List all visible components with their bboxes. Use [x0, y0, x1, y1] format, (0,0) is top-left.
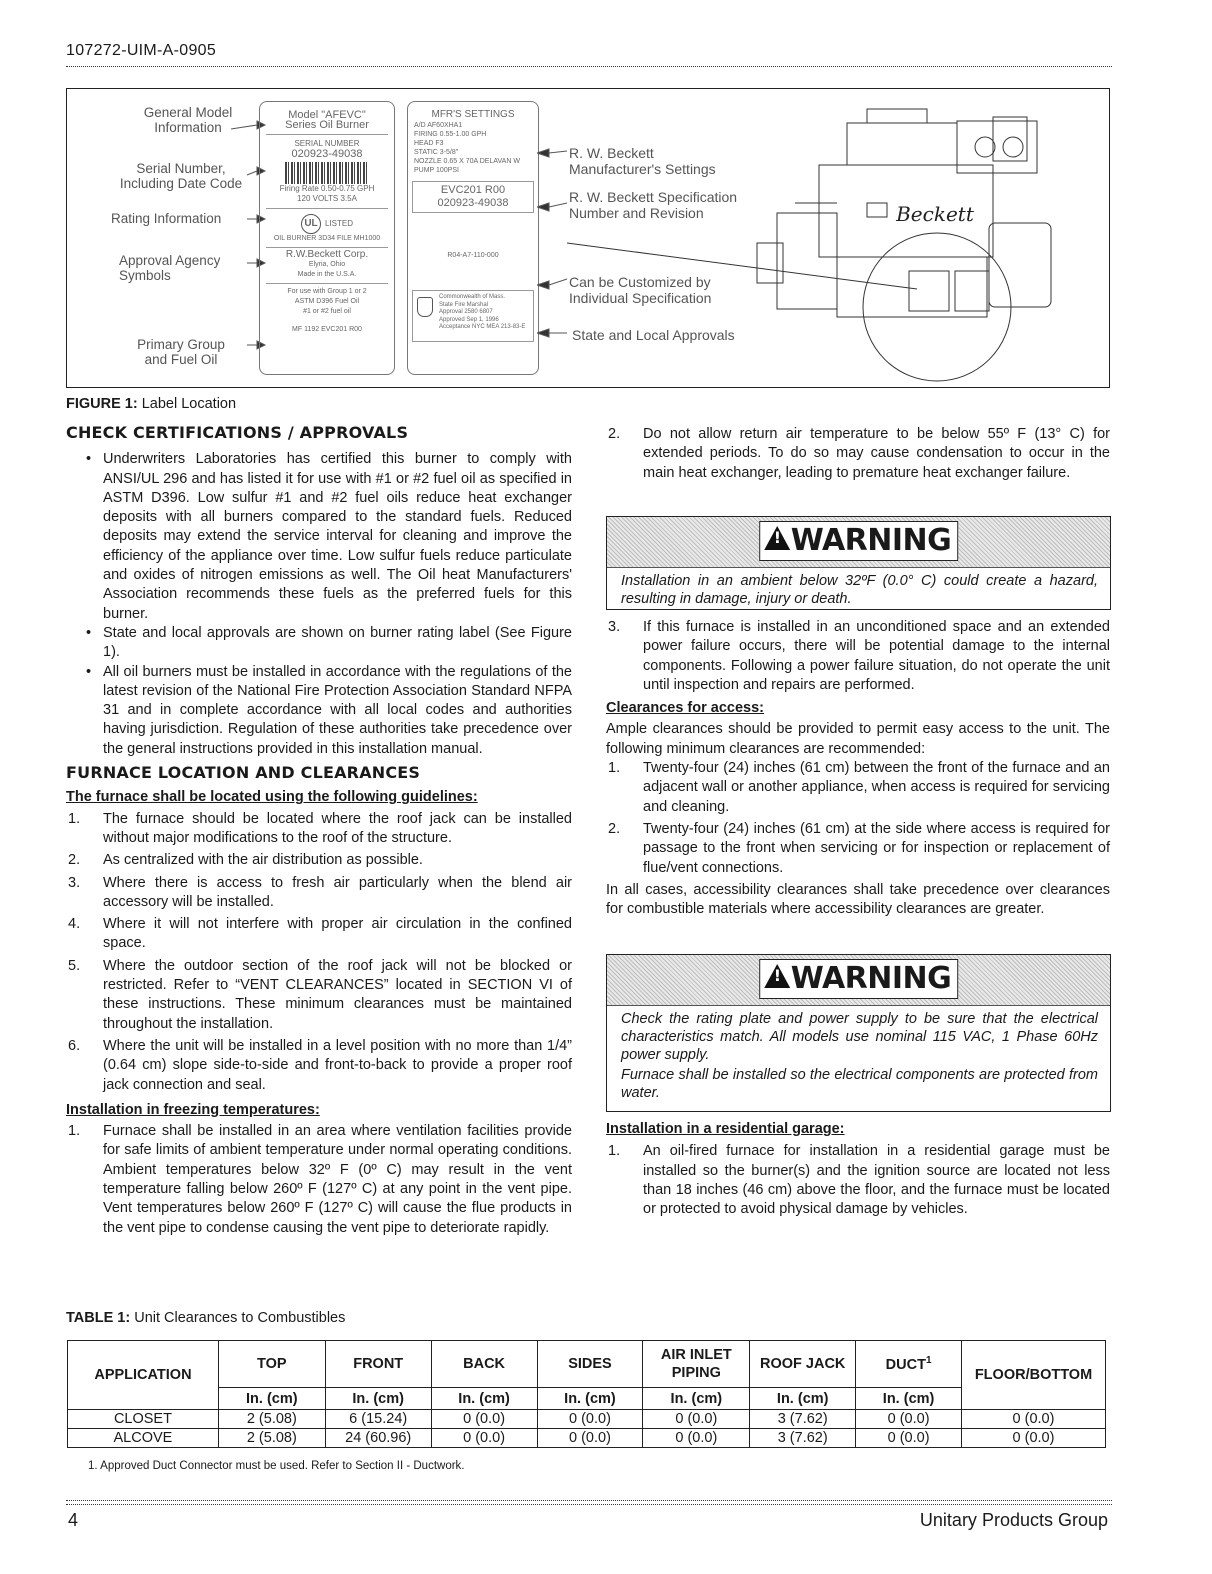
- header-duct-text: DUCT: [885, 1356, 926, 1373]
- card-listed: LISTED: [324, 219, 353, 228]
- unit-label: In. (cm): [643, 1388, 750, 1410]
- access-intro: Ample clearances should be provided to permit easy access to the unit. The following minimum clearances are recommended:: [606, 721, 1110, 757]
- figure-caption: [66, 396, 236, 412]
- label-rating-info: Rating Information: [111, 211, 222, 226]
- table-cell: 2 (5.08): [218, 1410, 325, 1429]
- list-item: 3. If this furnace is installed in an unconditioned space and an extended power failure occurs, there will be potential damage to the internal components. Following a power failure situation, do not operate the unit until inspection and repairs are performed.: [608, 619, 1110, 693]
- list-item-text: As centralized with the air distribution as possible.: [103, 852, 423, 869]
- list-item: 2. Do not allow return air temperature to be below 55º F (13° C) for extended periods. To do so may cause condensation to occur in the main heat exchanger, leading to premature heat exchanger failure.: [608, 426, 1110, 481]
- table-cell: 24 (60.96): [325, 1429, 431, 1448]
- mfr-serial: 020923-49038: [437, 197, 509, 209]
- header-front: FRONT: [325, 1341, 431, 1388]
- left-column: [66, 423, 572, 1238]
- mfr-spec: EVC201 R00: [440, 184, 506, 196]
- access-outro: In all cases, accessibility clearances shall take precedence over clearances for combustible materials where accessibility clearances are greater.: [606, 881, 1110, 918]
- table-row: [68, 1410, 1106, 1429]
- footer-company: Unitary Products Group: [919, 1510, 1108, 1530]
- bullet-icon: •: [86, 451, 92, 468]
- header-sides: SIDES: [537, 1341, 643, 1388]
- unit-label: In. (cm): [750, 1388, 856, 1410]
- card-serial-caption: SERIAL NUMBER: [294, 139, 360, 148]
- table-cell: 3 (7.62): [750, 1429, 856, 1448]
- beckett-logo: Beckett: [896, 202, 974, 226]
- mfr-state-1: Commonwealth of Mass.: [439, 294, 506, 300]
- mfr-row: A/D AF60XHA1: [414, 122, 463, 129]
- page-number: 4: [68, 1510, 79, 1530]
- card-series: Series Oil Burner: [285, 119, 369, 131]
- right-column-garage: [606, 1120, 1110, 1219]
- mfr-state-4: Approved Sep 1, 1996: [439, 316, 499, 323]
- duct-footnote-mark: 1: [925, 1355, 932, 1367]
- unit-label: In. (cm): [537, 1388, 643, 1410]
- list-item-text: Where the outdoor section of the roof jack will not be blocked or restricted. Refer to “VENT CLEARANCES” located in SECTION VI of these instructions. These minimum clearances must be maintained throughout the installation.: [103, 957, 572, 1032]
- unit-label: In. (cm): [325, 1388, 431, 1410]
- table-cell: 2 (5.08): [218, 1429, 325, 1448]
- list-item-text: If this furnace is installed in an unconditioned space and an extended power failure occurs, there will be potential damage to the internal components. Following a power failure situation, do not operate the unit until inspection and repairs are performed.: [643, 619, 1110, 693]
- figure-caption-text: Label Location: [141, 396, 237, 412]
- barcode: [285, 162, 369, 184]
- table-cell: 0 (0.0): [537, 1410, 643, 1429]
- warning-box-electrical: [606, 954, 1111, 1112]
- bullet-icon: •: [86, 624, 92, 641]
- model-label-card: [259, 101, 395, 375]
- header-floor: FLOOR/BOTTOM: [962, 1341, 1106, 1410]
- mfr-custom-code: R04-A7-110-000: [447, 252, 499, 259]
- header-top: TOP: [218, 1341, 325, 1388]
- card-city: Elyria, Ohio: [308, 261, 346, 268]
- list-item-text: State and local approvals are shown on burner rating label (See Figure 1).: [103, 624, 572, 661]
- bullet-icon: •: [86, 663, 92, 680]
- mfr-state-3: Approval 2580 6807: [439, 309, 493, 315]
- mfr-row: STATIC 3-5/8": [414, 149, 459, 156]
- card-rating: Firing Rate 0.50-0.75 GPH: [279, 184, 375, 193]
- table-footnote: 1. Approved Duct Connector must be used. Refer to Section II - Ductwork.: [88, 1460, 465, 1472]
- list-item-text: Where the unit will be installed in a level position with no more than 1/4” (0.64 cm) slope side-to-side and front-to-back to provide a proper roof jack connection and seal.: [103, 1037, 572, 1093]
- unit-label: In. (cm): [856, 1388, 962, 1410]
- mfr-row: PUMP 100PSI: [414, 167, 460, 174]
- label-general-model: General Model Information: [143, 105, 233, 135]
- table-cell: 0 (0.0): [856, 1410, 962, 1429]
- table-cell: 0 (0.0): [431, 1410, 537, 1429]
- header-air-inlet: AIR INLET PIPING: [643, 1341, 750, 1388]
- label-serial-number: Serial Number, Including Date Code: [119, 161, 243, 191]
- subheading-access: Clearances for access:: [606, 700, 764, 717]
- list-item-text: Underwriters Laboratories has certified this burner to comply with ANSI/UL 296 and has listed it for use with #1 or #2 fuel oil as specified in ASTM D396. Low sulfur #1 and #2 fuel oils reduce heat exchanger deposits with all burners compared to the standard fuels. Reduced deposits may extend the service interval for cleaning and improve the efficiency of the appliance over time. Low sulfur fuels reduce particulate and oxides of nitrogen emissions as well. The Oil heat Manufacturers' Association recommends these fuels as the preferred fuels for this burner.: [103, 451, 572, 622]
- card-company: R.W.Beckett Corp.: [285, 249, 369, 260]
- list-item-text: Where there is access to fresh air particularly when the blend air accessory will be installed.: [103, 874, 572, 910]
- unit-label: In. (cm): [431, 1388, 537, 1410]
- warning-text: Furnace shall be installed so the electrical components are protected from water.: [621, 1067, 1098, 1101]
- header-roof-jack: ROOF JACK: [750, 1341, 856, 1388]
- warning-title: WARNING: [790, 961, 952, 996]
- state-seal-icon: [417, 297, 433, 317]
- card-fuel-3: #1 or #2 fuel oil: [303, 308, 351, 315]
- table-cell: 3 (7.62): [750, 1410, 856, 1429]
- table-cell: 0 (0.0): [431, 1429, 537, 1448]
- header-application: APPLICATION: [68, 1341, 219, 1410]
- list-item-text: Where it will not interfere with proper air circulation in the confined space.: [103, 916, 572, 952]
- list-item-text: Furnace shall be installed in an area where ventilation facilities provide for safe limits of ambient temperature under normal operating conditions. Ambient temperatures below 32º F (0º C) may result in the vent temperature falling below 260º F (127º C) at any point in the vent pipe. Vent temperatures below 260º F (127º C) will cause the flue products in the vent pipe to condense causing the vent pipe to deteriorate rapidly.: [103, 1123, 572, 1236]
- list-item-text: Do not allow return air temperature to be below 55º F (13° C) for extended periods. To do so may cause condensation to occur in the main heat exchanger, leading to premature heat exchanger failure.: [643, 426, 1110, 481]
- label-state-approvals: State and Local Approvals: [572, 327, 735, 343]
- figure-caption-label: FIGURE 1:: [66, 396, 138, 412]
- list-item: 4. Where it will not interfere with proper air circulation in the confined space.: [68, 916, 572, 952]
- list-item: 1. The furnace should be located where the roof jack can be installed without major modifications to the roof of the structure.: [68, 810, 572, 846]
- list-item-text: Twenty-four (24) inches (61 cm) between the front of the furnace and an adjacent wall or another appliance, when access is required for servicing and cleaning.: [643, 760, 1110, 815]
- label-approval-agency: Approval Agency Symbols: [119, 253, 221, 283]
- clearances-table: [67, 1340, 1106, 1448]
- card-fuel-1: For use with Group 1 or 2: [287, 288, 367, 295]
- subheading-freezing: Installation in freezing temperatures:: [66, 1101, 320, 1118]
- card-fuel-2: ASTM D396 Fuel Oil: [294, 298, 360, 305]
- label-spec-number: R. W. Beckett Specification Number and Revision: [569, 189, 738, 221]
- warning-text: Check the rating plate and power supply to be sure that the electrical characteristics match. All models use nominal 115 VAC, 1 Phase 60Hz power supply.: [621, 1011, 1098, 1063]
- ul-logo-icon: UL: [301, 214, 321, 234]
- list-item: [66, 450, 572, 624]
- mfr-row: HEAD F3: [414, 140, 444, 147]
- mfr-title: MFR'S SETTINGS: [431, 109, 515, 120]
- list-item-text: An oil-fired furnace for installation in a residential garage must be installed so the burner(s) and the ignition source are located not less than 18 inches (46 cm) above the floor, and the furnace must be located or protected to avoid physical damage by vehicles.: [643, 1143, 1110, 1218]
- footer-rule: [66, 1500, 1112, 1501]
- list-item: 2. As centralized with the air distribution as possible.: [68, 852, 423, 869]
- table-caption-label: TABLE 1:: [66, 1310, 131, 1326]
- table-cell: CLOSET: [68, 1410, 219, 1429]
- table-row: [68, 1429, 1106, 1448]
- warning-tag: [759, 521, 959, 561]
- heading-furnace-location: FURNACE LOCATION AND CLEARANCES: [66, 763, 421, 783]
- list-item-text: Twenty-four (24) inches (61 cm) at the side where access is required for passage to the front when servicing or for inspection or replacement of flue/vent connections.: [643, 820, 1110, 876]
- table-cell: 0 (0.0): [643, 1410, 750, 1429]
- table-cell: 0 (0.0): [856, 1429, 962, 1448]
- table-cell: 6 (15.24): [325, 1410, 431, 1429]
- warning-icon: [764, 526, 790, 550]
- warning-text: Installation in an ambient below 32ºF (0.0° C) could create a hazard, resulting in damage, injury or death.: [621, 573, 1098, 607]
- table-caption-text: Unit Clearances to Combustibles: [134, 1310, 346, 1326]
- table-cell: 0 (0.0): [537, 1429, 643, 1448]
- list-item-text: All oil burners must be installed in accordance with the regulations of the latest revision of the National Fire Protection Association Standard NFPA 31 and in complete accordance with all local codes and authorities having jurisdiction. Regulation of these authorities take precedence over the general instructions provided in this installation manual.: [103, 663, 572, 757]
- mfr-row: FIRING 0.55-1.00 GPH: [414, 131, 487, 138]
- right-column-continued: [606, 618, 1110, 919]
- document-id: 107272-UIM-A-0905: [66, 42, 217, 59]
- card-made: Made in the U.S.A.: [297, 271, 357, 278]
- list-item: [66, 663, 572, 759]
- unit-label: In. (cm): [218, 1388, 325, 1410]
- list-item: 1. An oil-fired furnace for installation in a residential garage must be installed so the burner(s) and the ignition source are located not less than 18 inches (46 cm) above the floor, and the furnace must be located or protected to avoid physical damage by vehicles.: [608, 1143, 1110, 1218]
- right-column: [606, 425, 1110, 483]
- card-volts: 120 VOLTS 3.5A: [297, 194, 357, 203]
- table-caption: [66, 1310, 345, 1326]
- warning-tag: [759, 959, 959, 999]
- list-item: 2. Twenty-four (24) inches (61 cm) at the side where access is required for passage to the front when servicing or for inspection or replacement of flue/vent connections.: [608, 820, 1110, 876]
- list-item-text: The furnace should be located where the roof jack can be installed without major modifications to the roof of the structure.: [103, 810, 572, 846]
- mfr-row: NOZZLE 0.65 X 70A DELAVAN W: [414, 158, 520, 165]
- warning-icon: [764, 964, 790, 988]
- mfr-settings-card: [407, 101, 539, 375]
- subheading-garage: Installation in a residential garage:: [606, 1121, 845, 1137]
- list-item: [66, 624, 572, 663]
- table-cell: 0 (0.0): [962, 1410, 1106, 1429]
- figure-label-location: [66, 88, 1110, 388]
- table-cell: 0 (0.0): [643, 1429, 750, 1448]
- list-item: 6. Where the unit will be installed in a level position with no more than 1/4” (0.64 cm) slope side-to-side and front-to-back to provide a proper roof jack connection and seal.: [68, 1037, 572, 1093]
- burner-drawing: [537, 103, 1107, 383]
- heading-check-certifications: CHECK CERTIFICATIONS / APPROVALS: [66, 423, 409, 442]
- mfr-state-5: Acceptance NYC MEA 213-83-E: [439, 324, 526, 330]
- list-item: 3. Where there is access to fresh air particularly when the blend air accessory will be installed.: [68, 874, 572, 910]
- card-oil-burner: OIL BURNER 3D34 FILE MH1000: [273, 235, 381, 242]
- list-item: 1. Furnace shall be installed in an area where ventilation facilities provide for safe limits of ambient temperature under normal operating conditions. Ambient temperatures below 32º F (0º C) may result in the vent temperature falling below 260º F (127º C) at any point in the vent pipe. Vent temperatures below 260º F (127º C) will cause the flue products in the vent pipe to condense causing the vent pipe to deteriorate rapidly.: [68, 1123, 572, 1236]
- warning-title: WARNING: [790, 523, 952, 558]
- card-bottom-code: MF 1192 EVC201 R00: [292, 326, 362, 333]
- warning-box-freezing: [606, 516, 1111, 610]
- list-item: 5. Where the outdoor section of the roof jack will not be blocked or restricted. Refer to “VENT CLEARANCES” located in SECTION VI of these instructions. These minimum clearances must be maintained throughout the installation.: [68, 957, 572, 1032]
- footer-rule: [66, 1504, 1112, 1505]
- header-back: BACK: [431, 1341, 537, 1388]
- header-duct: [856, 1341, 962, 1388]
- label-primary-group: Primary Group and Fuel Oil: [137, 337, 225, 367]
- label-mfr-settings: R. W. Beckett Manufacturer's Settings: [569, 145, 716, 177]
- table-cell: 0 (0.0): [962, 1429, 1106, 1448]
- card-serial: 020923-49038: [291, 148, 363, 160]
- subheading-guidelines: The furnace shall be located using the following guidelines:: [66, 789, 478, 806]
- label-customized: Can be Customized by Individual Specification: [569, 274, 712, 306]
- card-model: Model "AFEVC": [288, 109, 366, 121]
- table-cell: ALCOVE: [68, 1429, 219, 1448]
- mfr-state-2: State Fire Marshal: [439, 301, 489, 308]
- header-rule: [66, 66, 1112, 67]
- list-item: 1. Twenty-four (24) inches (61 cm) between the front of the furnace and an adjacent wall or another appliance, when access is required for servicing and cleaning.: [608, 760, 1110, 815]
